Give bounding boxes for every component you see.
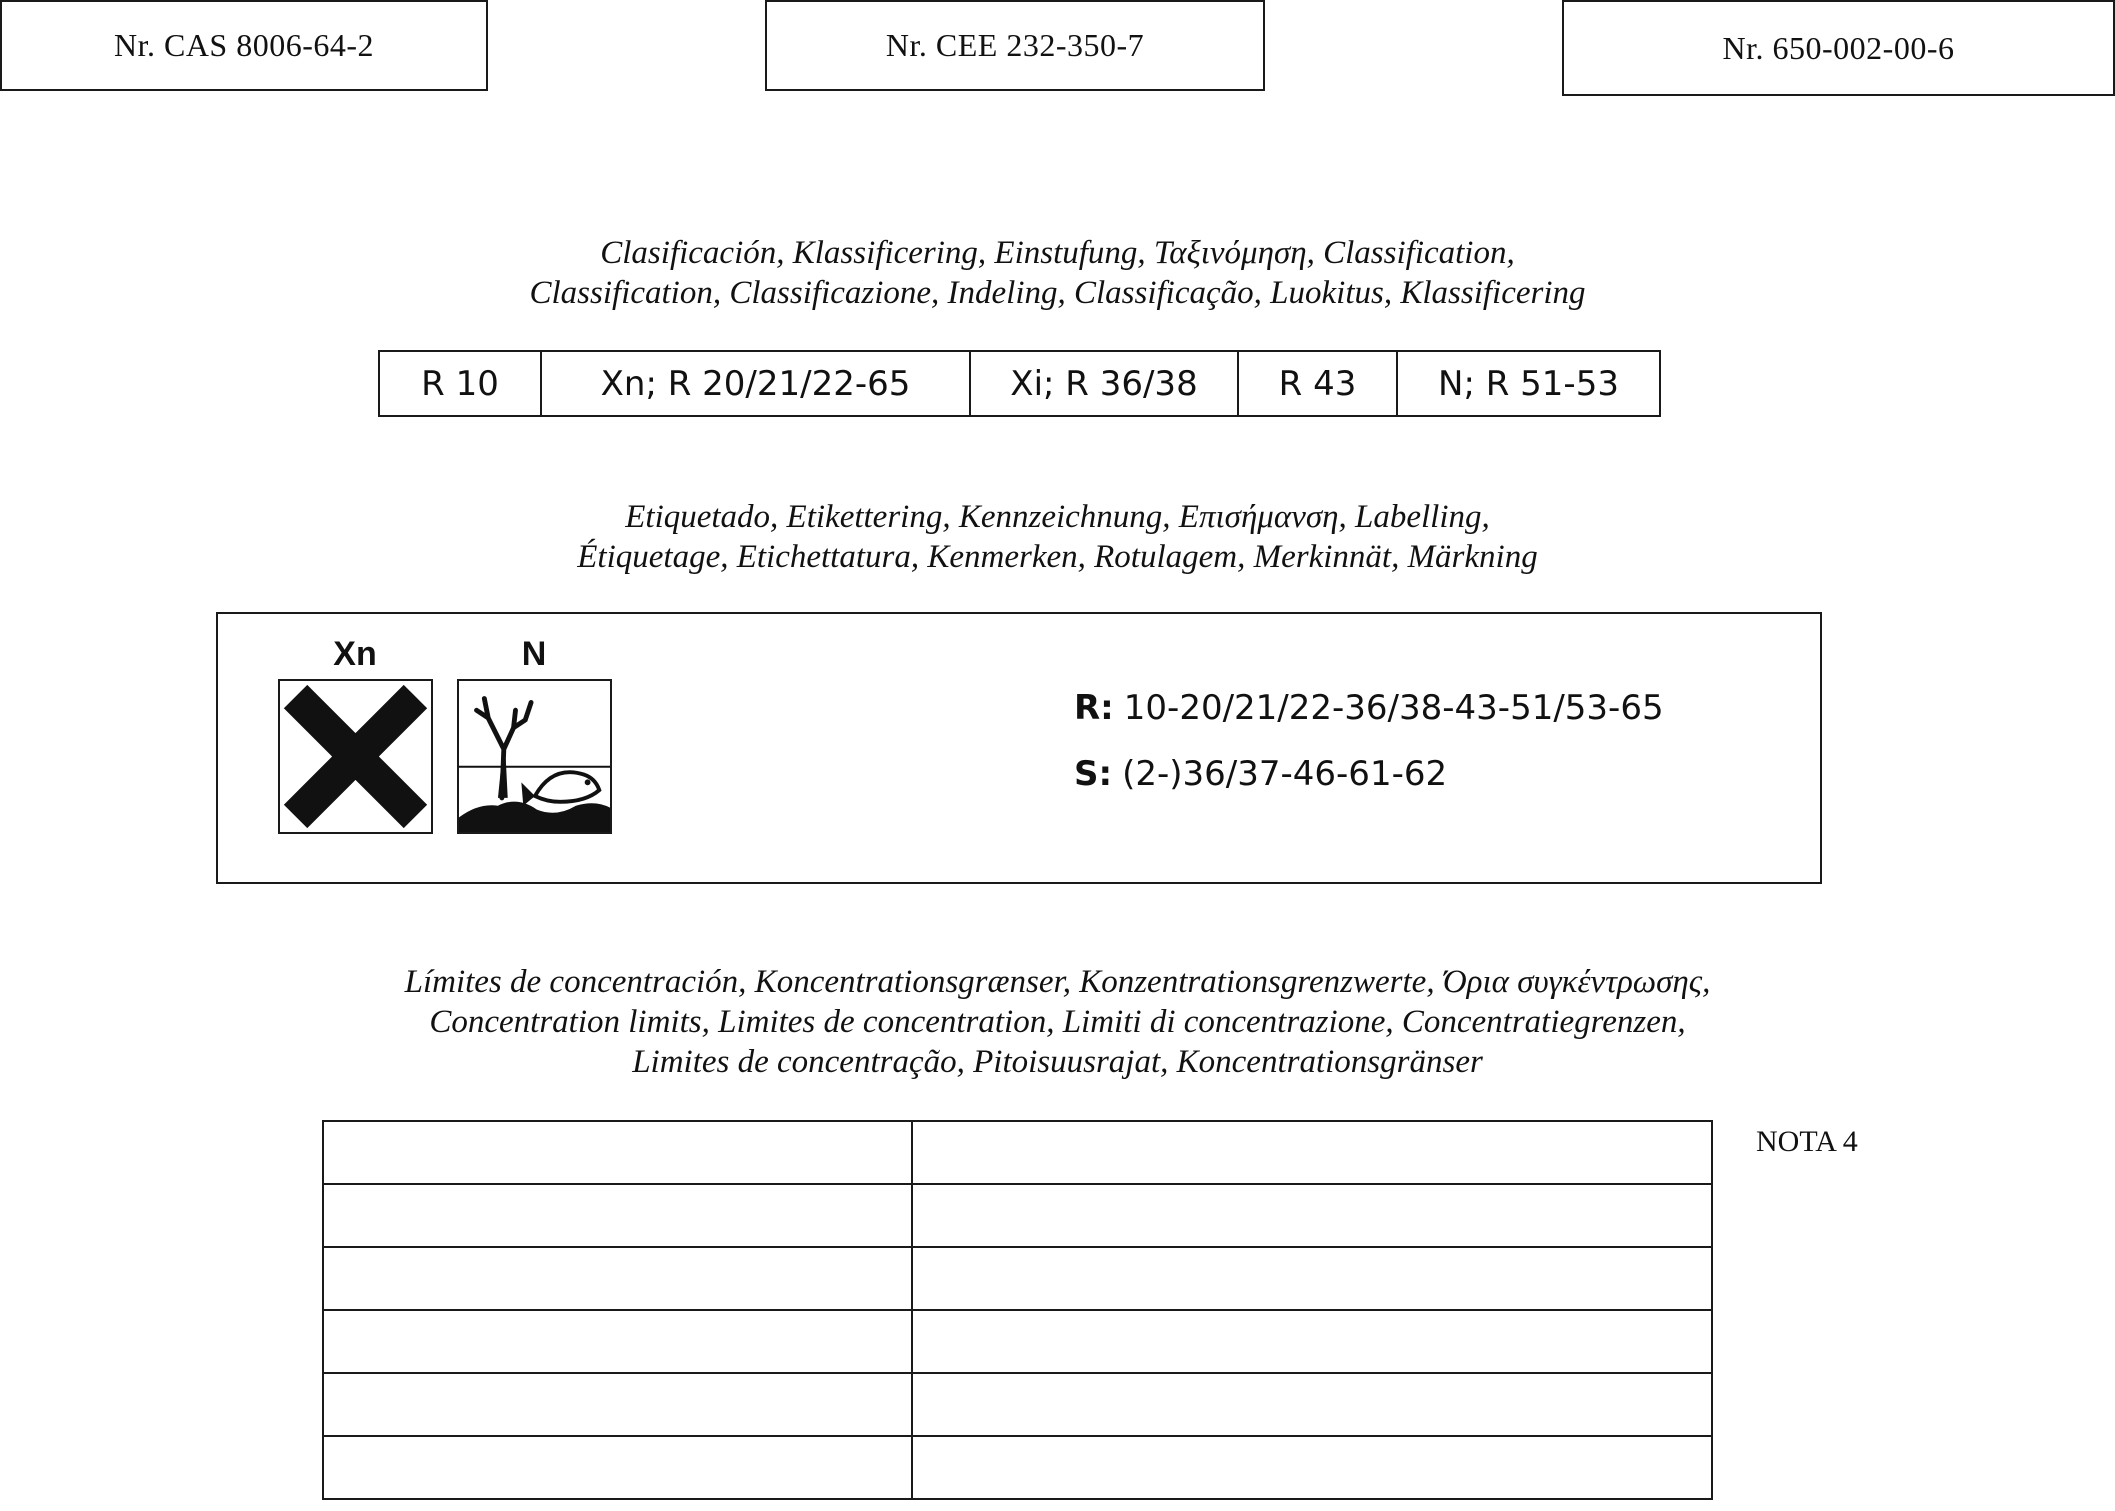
classification-cell: Xi; R 36/38 xyxy=(971,352,1239,415)
table-cell xyxy=(323,1436,912,1499)
table-cell xyxy=(323,1184,912,1247)
concentration-heading xyxy=(0,962,2115,1082)
classification-cell: R 43 xyxy=(1239,352,1398,415)
labelling-heading-line: Étiquetage, Etichettatura, Kenmerken, Rotulagem, Merkinnät, Märkning xyxy=(577,539,1538,575)
labelling-heading xyxy=(0,497,2115,577)
table-cell xyxy=(912,1436,1712,1499)
classification-heading-line: Classification, Classificazione, Indeling, Classificação, Luokitus, Klassificering xyxy=(529,275,1586,311)
classification-cell: Xn; R 20/21/22-65 xyxy=(542,352,971,415)
table-cell xyxy=(323,1247,912,1310)
classification-cell: N; R 51-53 xyxy=(1438,363,1619,404)
classification-heading-line: Clasificación, Klassificering, Einstufung, Ταξινόμηση, Classification, xyxy=(600,235,1515,271)
table-cell xyxy=(912,1247,1712,1310)
index-number-box xyxy=(1562,0,2115,96)
table-row xyxy=(323,1121,1712,1184)
table-row xyxy=(323,1310,1712,1373)
table-row xyxy=(323,1373,1712,1436)
s-phrases xyxy=(1074,754,1447,794)
classification-table xyxy=(378,350,1661,417)
symbol-letter-xn: Xn xyxy=(333,635,377,673)
symbol-letter-n: N xyxy=(521,635,547,673)
table-cell xyxy=(912,1184,1712,1247)
s-phrases-value: (2-)36/37-46-61-62 xyxy=(1122,754,1448,794)
table-cell xyxy=(323,1373,912,1436)
labelling-box xyxy=(216,612,1822,884)
concentration-limits-table xyxy=(322,1120,1713,1500)
r-phrases xyxy=(1074,688,1664,728)
table-cell xyxy=(912,1373,1712,1436)
r-label: R: xyxy=(1074,688,1114,728)
cee-number: Nr. CEE 232-350-7 xyxy=(885,27,1145,63)
cee-number-box xyxy=(765,0,1265,91)
table-row xyxy=(323,1436,1712,1499)
table-cell xyxy=(912,1310,1712,1373)
cas-number: Nr. CAS 8006-64-2 xyxy=(113,27,375,63)
concentration-limits-body xyxy=(323,1121,1712,1499)
table-cell xyxy=(323,1310,912,1373)
harmful-cross-icon xyxy=(278,679,433,834)
classification-heading xyxy=(0,233,2115,313)
concentration-heading-line: Limites de concentração, Pitoisuusrajat, Koncentrationsgränser xyxy=(632,1044,1483,1080)
cas-number-box xyxy=(0,0,488,91)
concentration-heading-line: Concentration limits, Limites de concentration, Limiti di concentrazione, Concentratiegrenzen, xyxy=(429,1004,1686,1040)
note-reference: NOTA 4 xyxy=(1756,1125,1858,1158)
environment-hazard-icon xyxy=(457,679,612,834)
s-label: S: xyxy=(1074,754,1113,794)
classification-cell: R 10 xyxy=(380,352,542,415)
table-row xyxy=(323,1184,1712,1247)
concentration-heading-line: Límites de concentración, Koncentrationsgrænser, Konzentrationsgrenzwerte, Όρια συγκέντρωσης, xyxy=(404,964,1711,1000)
table-row xyxy=(323,1247,1712,1310)
labelling-heading-line: Etiquetado, Etikettering, Kennzeichnung, Επισήμανση, Labelling, xyxy=(625,499,1490,535)
table-cell xyxy=(323,1121,912,1184)
table-cell xyxy=(912,1121,1712,1184)
r-phrases-value: 10-20/21/22-36/38-43-51/53-65 xyxy=(1123,688,1664,728)
index-number: Nr. 650-002-00-6 xyxy=(1722,29,1955,66)
